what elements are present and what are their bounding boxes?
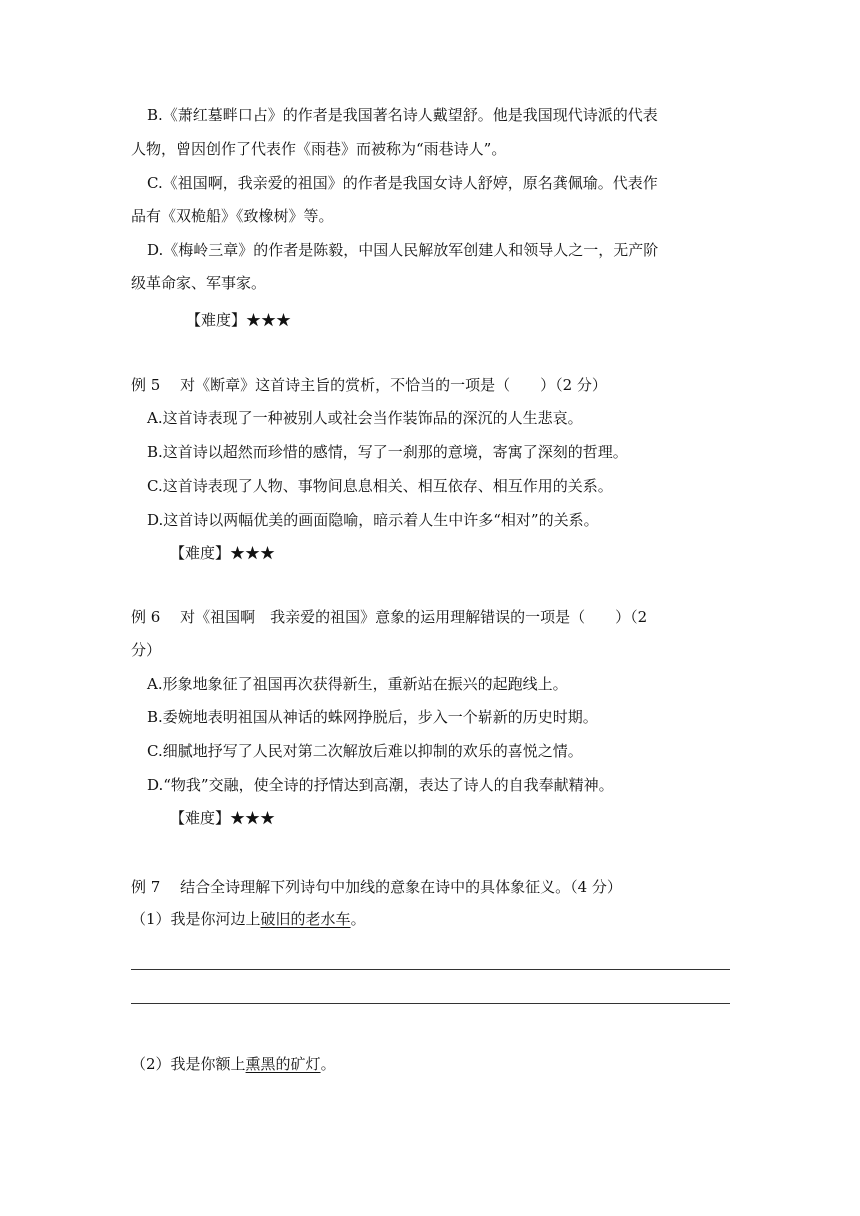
- q7-sub1-underlined-image: 破旧的老水车: [260, 910, 351, 928]
- q6-option-d: D.“物我”交融，使全诗的抒情达到高潮，表达了诗人的自我奉献精神。: [147, 776, 614, 794]
- q4-option-c-line2: 品有《双桅船》《致橡树》等。: [131, 207, 334, 225]
- q7-sub2: [131, 1054, 336, 1074]
- q5-stem: 例 5 对《断章》这首诗主旨的赏析，不恰当的一项是（ ）（2 分）: [131, 376, 607, 394]
- q7-sub1-prefix: （1）我是你河边上: [131, 910, 261, 928]
- q7-sub2-prefix: （2）我是你额上: [131, 1055, 246, 1073]
- q4-option-b-line1: B.《萧红墓畔口占》的作者是我国著名诗人戴望舒。他是我国现代诗派的代表: [147, 106, 658, 124]
- q6-stem-line2: 分）: [131, 641, 162, 659]
- q7-sub1: [131, 909, 366, 929]
- q7-sub2-suffix: 。: [320, 1055, 336, 1073]
- q5-difficulty: 【难度】★★★: [170, 544, 276, 562]
- q5-option-d: D.这首诗以两幅优美的画面隐喻，暗示着人生中许多“相对”的关系。: [147, 511, 599, 529]
- q6-difficulty: 【难度】★★★: [170, 809, 276, 827]
- q6-option-a: A.形象地象征了祖国再次获得新生，重新站在振兴的起跑线上。: [147, 675, 568, 693]
- q4-option-d-line2: 级革命家、军事家。: [131, 274, 267, 292]
- q6-option-b: B.委婉地表明祖国从神话的蛛网挣脱后，步入一个崭新的历史时期。: [147, 708, 598, 726]
- answer-line-1[interactable]: [131, 969, 730, 970]
- answer-line-2[interactable]: [131, 1003, 730, 1004]
- q4-option-d-line1: D.《梅岭三章》的作者是陈毅，中国人民解放军创建人和领导人之一，无产阶: [147, 241, 659, 259]
- q5-option-a: A.这首诗表现了一种被别人或社会当作装饰品的深沉的人生悲哀。: [147, 409, 583, 427]
- q4-option-c-line1: C.《祖国啊，我亲爱的祖国》的作者是我国女诗人舒婷，原名龚佩瑜。代表作: [147, 174, 658, 192]
- q7-sub2-underlined-image: 熏黑的矿灯: [245, 1055, 321, 1073]
- q7-sub1-suffix: 。: [350, 910, 366, 928]
- q5-option-c: C.这首诗表现了人物、事物间息息相关、相互依存、相互作用的关系。: [147, 477, 613, 495]
- q5-option-b: B.这首诗以超然而珍惜的感情，写了一刹那的意境，寄寓了深刻的哲理。: [147, 443, 628, 461]
- q4-difficulty: 【难度】★★★: [186, 311, 292, 329]
- q6-option-c: C.细腻地抒写了人民对第二次解放后难以抑制的欢乐的喜悦之情。: [147, 742, 583, 760]
- q6-stem-line1: 例 6 对《祖国啊 我亲爱的祖国》意象的运用理解错误的一项是（ ）（2: [131, 608, 648, 626]
- q7-stem: 例 7 结合全诗理解下列诗句中加线的意象在诗中的具体象征义。（4 分）: [131, 878, 622, 896]
- q4-option-b-line2: 人物，曾因创作了代表作《雨巷》而被称为“雨巷诗人”。: [131, 140, 507, 158]
